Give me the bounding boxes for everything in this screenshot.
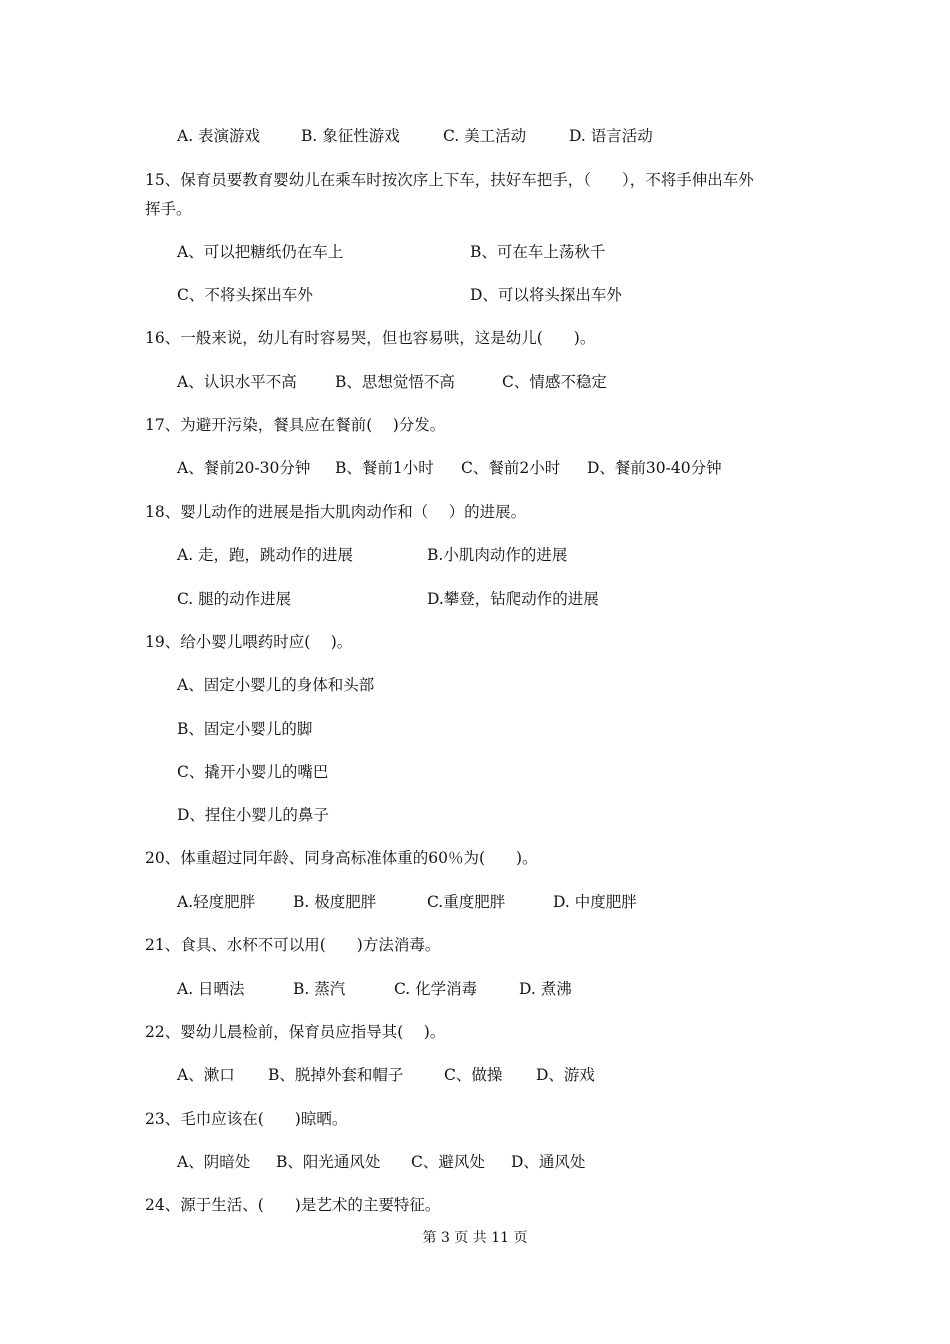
answer-option: C、不将头探出车外 [177,286,313,304]
answer-option: A、可以把糖纸仍在车上 [177,243,344,261]
answer-option: B. 蒸汽 [293,980,346,998]
answer-option: C、餐前2小时 [461,459,561,477]
answer-option: C、情感不稳定 [502,373,607,391]
page-footer: 第 3 页 共 11 页 [422,1230,528,1246]
answer-option: C. 化学消毒 [394,980,478,998]
answer-option: C. 美工活动 [443,127,527,145]
answer-option: A、餐前20-30分钟 [177,459,311,477]
question-line: 24、源于生活、( )是艺术的主要特征。 [145,1196,441,1214]
question-line: 挥手。 [145,200,192,218]
question-line: 20、体重超过同年龄、同身高标准体重的60％为( )。 [145,849,538,867]
answer-option: B、固定小婴儿的脚 [177,720,313,738]
answer-option: B、餐前1小时 [335,459,434,477]
answer-option: D、游戏 [536,1066,595,1084]
answer-option: A. 表演游戏 [177,127,261,145]
answer-option: A、固定小婴儿的身体和头部 [177,676,375,694]
answer-option: C.重度肥胖 [427,893,506,911]
answer-option: D. 中度肥胖 [553,893,637,911]
answer-option: B、阳光通风处 [276,1153,381,1171]
answer-option: D、可以将头探出车外 [470,286,622,304]
question-line: 23、毛巾应该在( )晾晒。 [145,1110,348,1128]
answer-option: B.小肌肉动作的进展 [427,546,568,564]
answer-option: B、脱掉外套和帽子 [268,1066,404,1084]
answer-option: B、可在车上荡秋千 [470,243,606,261]
answer-option: B. 极度肥胖 [293,893,377,911]
question-line: 19、给小婴儿喂药时应( )。 [145,633,353,651]
answer-option: D、捏住小婴儿的鼻子 [177,806,329,824]
answer-option: A、认识水平不高 [177,373,297,391]
answer-option: D.攀登，钻爬动作的进展 [427,590,599,608]
answer-option: D、餐前30-40分钟 [587,459,722,477]
answer-option: C、做操 [444,1066,503,1084]
question-line: 22、婴幼儿晨检前，保育员应指导其( )。 [145,1023,446,1041]
question-line: 16、一般来说，幼儿有时容易哭，但也容易哄，这是幼儿( )。 [145,329,596,347]
question-line: 21、食具、水杯不可以用( )方法消毒。 [145,936,441,954]
answer-option: C、避风处 [411,1153,485,1171]
question-line: 15、保育员要教育婴幼儿在乘车时按次序上下车，扶好车把手，（ ），不将手伸出车外 [145,171,754,189]
answer-option: A. 走，跑，跳动作的进展 [177,546,354,564]
answer-option: B、思想觉悟不高 [335,373,455,391]
answer-option: D. 煮沸 [519,980,572,998]
answer-option: A、阴暗处 [177,1153,251,1171]
answer-option: D. 语言活动 [569,127,653,145]
answer-option: D、通风处 [511,1153,586,1171]
question-line: 18、婴儿动作的进展是指大肌肉动作和（ ）的进展。 [145,503,527,521]
answer-option: C、撬开小婴儿的嘴巴 [177,763,329,781]
answer-option: C. 腿的动作进展 [177,590,292,608]
question-line: 17、为避开污染，餐具应在餐前( )分发。 [145,416,446,434]
answer-option: A.轻度肥胖 [177,893,256,911]
answer-option: B. 象征性游戏 [301,127,400,145]
answer-option: A、漱口 [177,1066,235,1084]
answer-option: A. 日晒法 [177,980,245,998]
